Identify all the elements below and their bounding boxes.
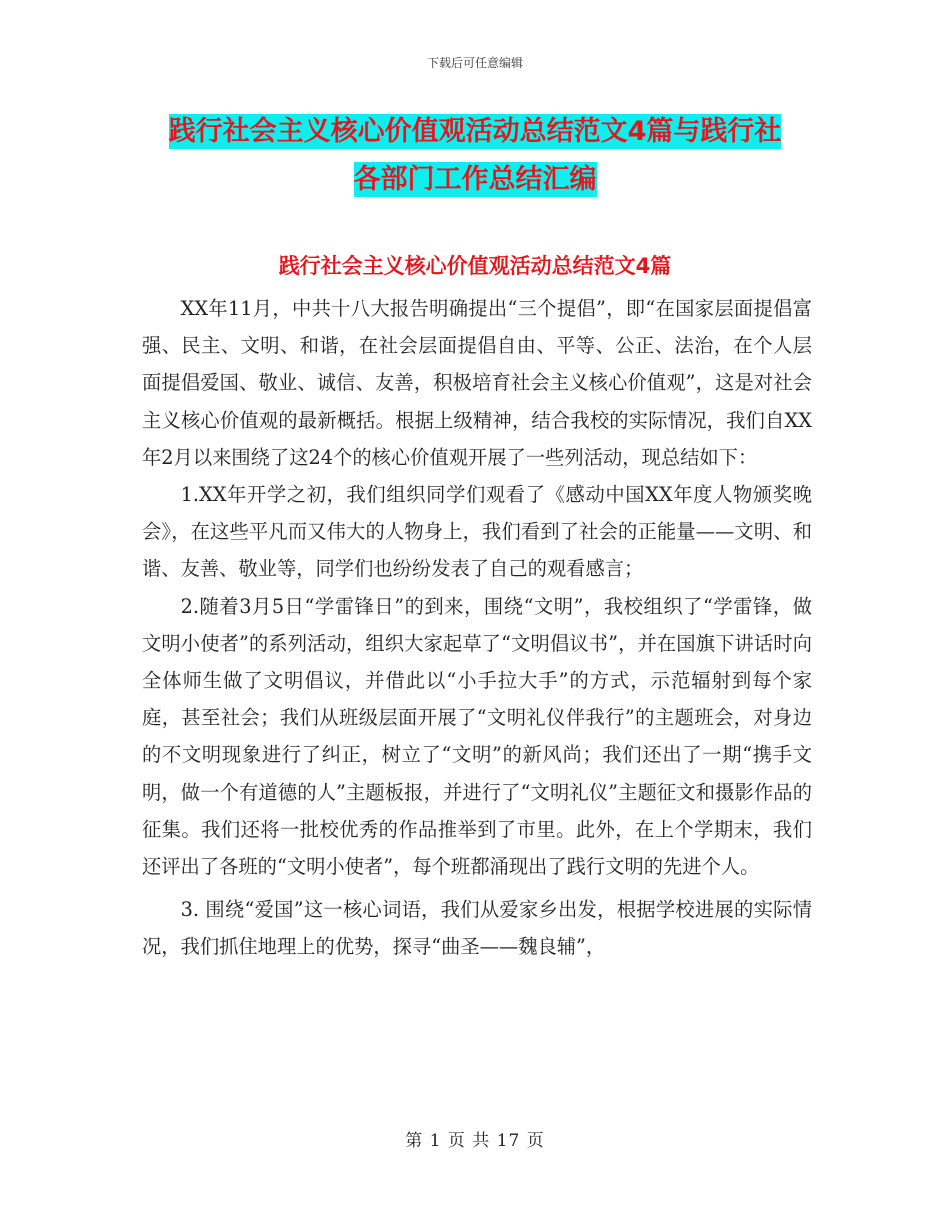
paragraph-item-2: 2.随着3月5日“学雷锋日”的到来，围绕“文明”，我校组织了“学雷锋，做文明小使者”的系列活动，组织大家起草了“文明倡议书”，并在国旗下讲话时向全体师生做了文明倡议，并借此以“小手拉大手”的方式，示范辐射到每个家庭，甚至社会；我们从班级层面开展了“文明礼仪伴我行”的主题班会，对身边的不文明现象进行了纠正，树立了“文明”的新风尚；我们还出了一期“携手文明，做一个有道德的人”主题板报，并进行了“文明礼仪”主题征文和摄影作品的征集。我们还将一批校优秀的作品推举到了市里。此外，在上个学期末，我们还评出了各班的“文明小使者”，每个班都涌现出了践行文明的先进个人。 <box>142 594 812 879</box>
document-title-line-2: 各部门工作总结汇编 <box>353 164 597 195</box>
document-title-line-1: 践行社会主义核心价值观活动总结范文4篇与践行社 <box>168 116 782 147</box>
document-title <box>100 108 850 204</box>
section-title: 践行社会主义核心价值观活动总结范文4篇 <box>278 254 672 278</box>
paragraph-item-1: 1.XX年开学之初，我们组织同学们观看了《感动中国XX年度人物颁奖晚会》，在这些平凡而又伟大的人物身上，我们看到了社会的正能量——文明、和谐、友善、敬业等，同学们也纷纷发表了自己的观看感言； <box>142 483 812 581</box>
paragraph-intro: XX年11月，中共十八大报告明确提出“三个提倡”，即“在国家层面提倡富强、民主、文明、和谐，在社会层面提倡自由、平等、公正、法治，在个人层面提倡爱国、敬业、诚信、友善，积极培育社会主义核心价值观”，这是对社会主义核心价值观的最新概括。根据上级精神，结合我校的实际情况，我们自XX年2月以来围绕了这24个的核心价值观开展了一些列活动，现总结如下： <box>142 297 812 469</box>
header-note: 下载后可任意编辑 <box>426 56 523 70</box>
body-text <box>142 290 812 966</box>
page-footer: 第 1 页 共 17 页 <box>405 1131 545 1151</box>
paragraph-item-3: 3. 围绕“爱国”这一核心词语，我们从爱家乡出发，根据学校进展的实际情况，我们抓住地理上的优势，探寻“曲圣——魏良辅”， <box>142 898 812 959</box>
